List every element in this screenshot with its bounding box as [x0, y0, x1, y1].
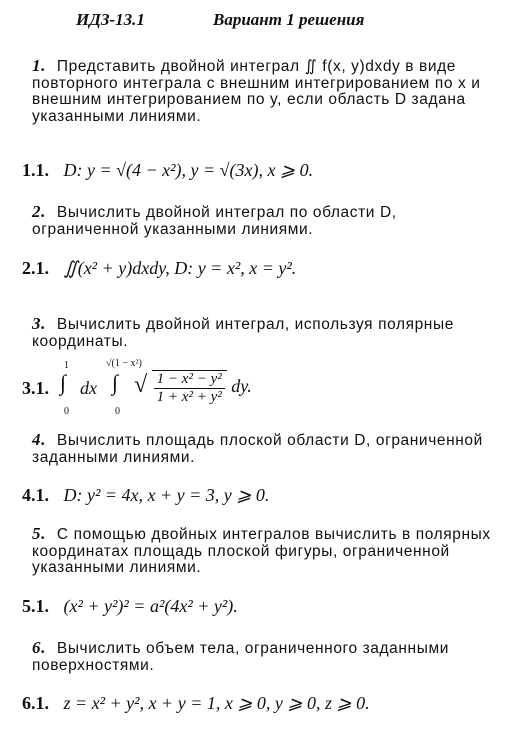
task-5-1 — [22, 596, 238, 617]
task-4-statement — [32, 432, 500, 466]
task-4-number: 4. — [32, 430, 46, 449]
outer-integral-sign: ∫ — [60, 370, 67, 395]
variant-title: Вариант 1 решения — [213, 10, 365, 29]
task-6-statement — [32, 640, 500, 674]
task-1-number: 1. — [32, 56, 46, 75]
assignment-code: ИДЗ-13.1 — [76, 10, 145, 29]
task-1-1-number: 1.1. — [22, 160, 49, 180]
task-1-1-expression: D: y = √(4 − x²), y = √(3x), x ⩾ 0. — [63, 160, 314, 180]
task-2-text: Вычислить двойной интеграл по области D, ограниченной указанными линиями. — [32, 204, 397, 238]
integrand-tail: dy. — [231, 376, 252, 397]
task-3-1-number: 3.1. — [22, 378, 49, 398]
inner-integral-sign: ∫ — [112, 370, 119, 395]
task-2-1-expression: ∬(x² + y)dxdy, D: y = x², x = y². — [63, 258, 297, 278]
task-6-1-number: 6.1. — [22, 693, 49, 713]
task-1-statement — [32, 58, 500, 125]
task-5-1-number: 5.1. — [22, 596, 49, 616]
integrand-root: √ $\frac{\text{1 − x² − y²}}{\text{1 + x² + y²}}$ dy. — [134, 371, 252, 405]
task-3-number: 3. — [32, 314, 46, 333]
task-6-text: Вычислить объем тела, ограниченного заданными поверхностями. — [32, 640, 449, 674]
task-3-text: Вычислить двойной интеграл, используя полярные координаты. — [32, 316, 454, 350]
task-6-number: 6. — [32, 638, 46, 657]
task-2-number: 2. — [32, 202, 46, 221]
integrand-denominator: 1 + x² + y² — [156, 389, 222, 405]
inner-lower-limit: 0 — [115, 406, 120, 417]
outer-lower-limit: 0 — [64, 406, 69, 417]
integrand-fraction — [152, 370, 227, 406]
task-3-1 — [22, 360, 322, 420]
integrand-numerator: 1 − x² − y² — [154, 371, 225, 389]
task-6-1-expression: z = x² + y², x + y = 1, x ⩾ 0, y ⩾ 0, z ⩾ 0. — [63, 693, 370, 713]
task-2-1 — [22, 258, 296, 279]
task-4-text: Вычислить площадь плоской области D, ограниченной заданными линиями. — [32, 432, 483, 466]
task-1-text: Представить двойной интеграл ∬ f(x, y)dxdy в виде повторного интеграла с внешним интегрированием по x и внешним интегрированием по y, если область D задана указанными линиями. — [32, 58, 481, 125]
task-5-statement — [32, 526, 500, 577]
task-5-number: 5. — [32, 524, 46, 543]
task-5-text: С помощью двойных интегралов вычислить в полярных координатах площадь плоской фигуры, ограниченной указанными линиями. — [32, 526, 491, 576]
task-4-1-number: 4.1. — [22, 485, 49, 505]
task-5-1-expression: (x² + y²)² = a²(4x² + y²). — [63, 596, 238, 616]
inner-upper-limit: √(1 − x²) — [106, 358, 142, 369]
task-3-statement — [32, 316, 500, 350]
task-4-1-expression: D: y² = 4x, x + y = 3, y ⩾ 0. — [63, 485, 270, 505]
task-1-1 — [22, 160, 313, 181]
dx-label: dx — [80, 378, 97, 398]
task-6-1 — [22, 693, 370, 714]
task-2-statement — [32, 204, 500, 238]
task-2-1-number: 2.1. — [22, 258, 49, 278]
outer-upper-limit: 1 — [64, 360, 69, 371]
task-4-1 — [22, 485, 269, 506]
